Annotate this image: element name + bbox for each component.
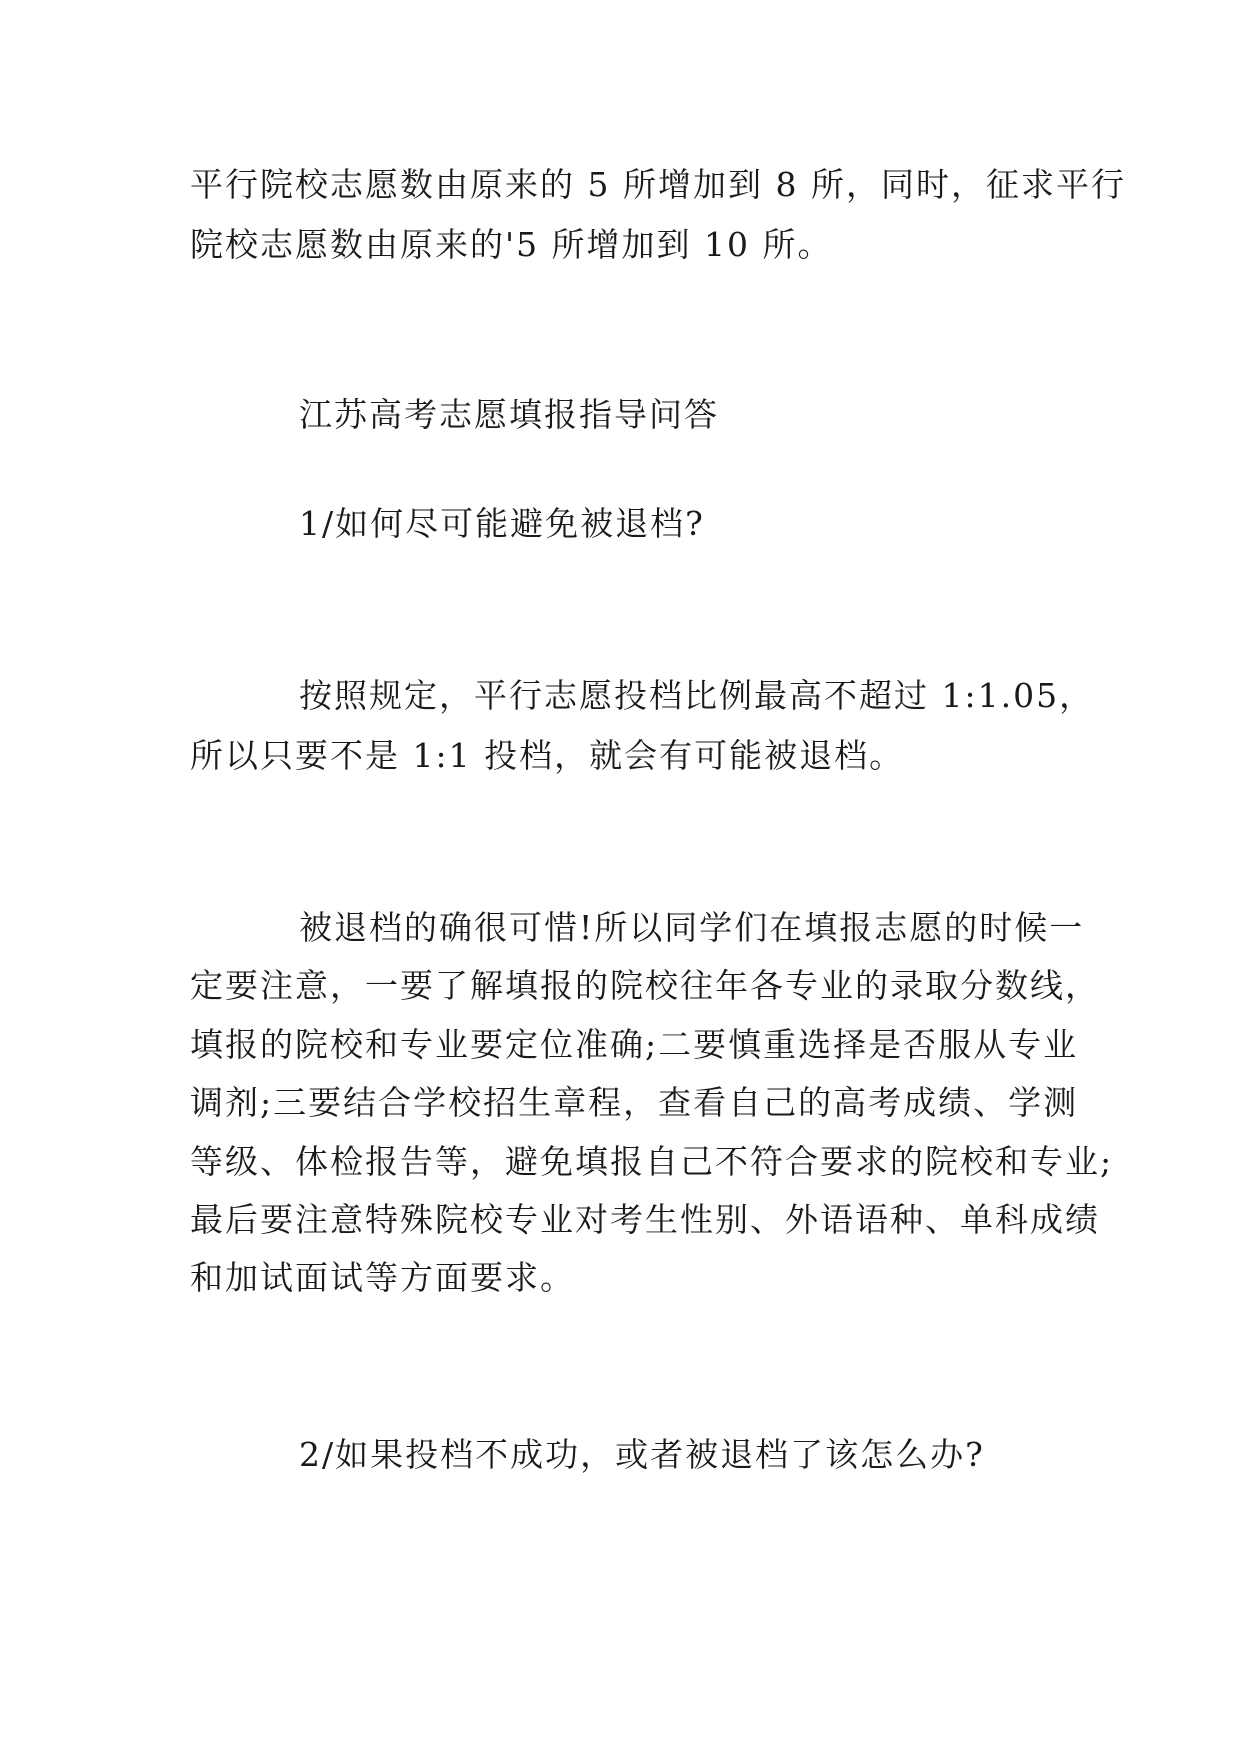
- answer-1-line-2: 所以只要不是 1:1 投档，就会有可能被退档。: [190, 736, 905, 775]
- answer-2-line-2: 定要注意，一要了解填报的院校往年各专业的录取分数线，: [190, 966, 1100, 1005]
- answer-2-line-7: 和加试面试等方面要求。: [190, 1258, 575, 1297]
- answer-2-line-1: 被退档的确很可惜!所以同学们在填报志愿的时候一: [299, 908, 1085, 947]
- section-title: 江苏高考志愿填报指导问答: [299, 395, 719, 434]
- answer-2-line-5: 等级、体检报告等，避免填报自己不符合要求的院校和专业;: [190, 1142, 1114, 1181]
- question-1: 1/如何尽可能避免被退档?: [299, 504, 705, 543]
- answer-2-line-6: 最后要注意特殊院校专业对考生性别、外语语种、单科成绩: [190, 1200, 1100, 1239]
- answer-2-line-3: 填报的院校和专业要定位准确;二要慎重选择是否服从专业: [190, 1025, 1079, 1064]
- intro-line-2: 院校志愿数由原来的'5 所增加到 10 所。: [190, 225, 833, 264]
- answer-2-line-4: 调剂;三要结合学校招生章程，查看自己的高考成绩、学测: [190, 1083, 1079, 1122]
- intro-line-1: 平行院校志愿数由原来的 5 所增加到 8 所，同时，征求平行: [190, 165, 1126, 204]
- answer-1-line-1: 按照规定，平行志愿投档比例最高不超过 1:1.05，: [299, 676, 1095, 715]
- question-2: 2/如果投档不成功，或者被退档了该怎么办?: [299, 1435, 985, 1474]
